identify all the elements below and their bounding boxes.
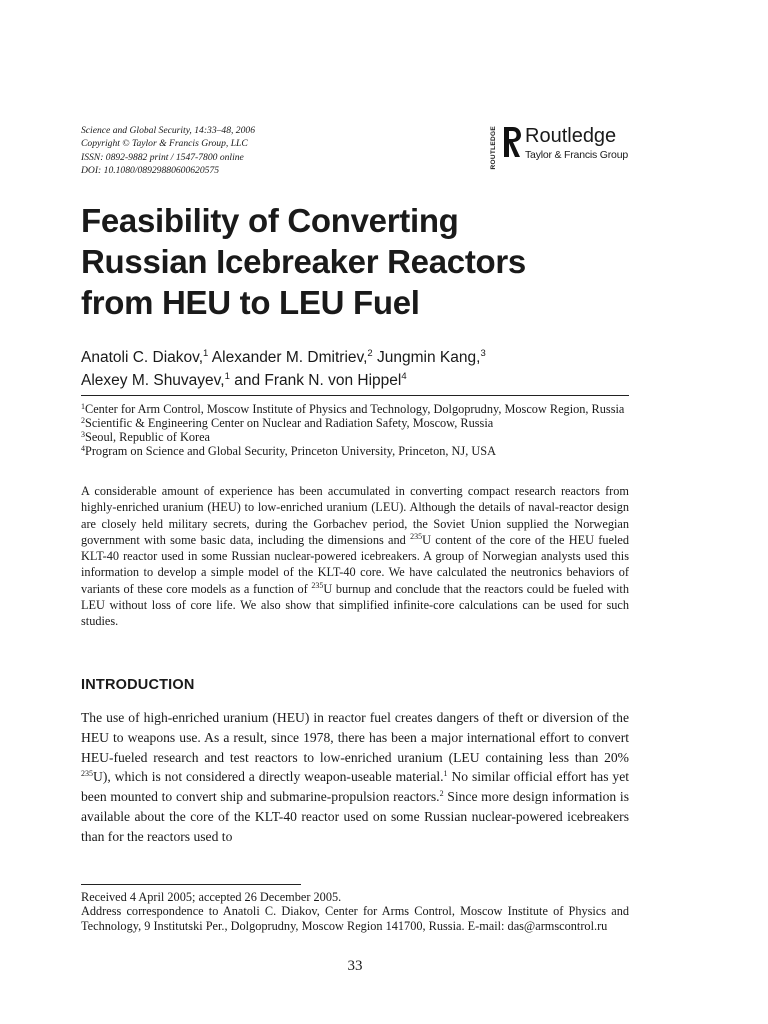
routledge-r-icon [501, 124, 523, 162]
author-name: Anatoli C. Diakov, [81, 349, 204, 366]
body-text: No similar official effort has yet been mounted to convert ship and submarine-propulsion reactors. [81, 769, 629, 805]
received-dates: Received 4 April 2005; accepted 26 December 2005. [81, 890, 342, 904]
correspondence-address: Address correspondence to Anatoli C. Diakov, Center for Arms Control, Moscow Institute of Physics and Technology, 9 Institutski Per., Dolgoprudny, Moscow Region 141700, Russia. E-mail: das@armscontrol.ru [81, 904, 629, 933]
affiliation-item [81, 402, 629, 416]
author-name: and Frank N. von Hippel [234, 372, 402, 389]
abstract-text: U burnup and conclude that the reactors could be fueled with LEU without loss of core life. We also show that simplified infinite-core calculations can be used for such studies. [81, 581, 629, 629]
affiliation-text: Program on Science and Global Security, Princeton University, Princeton, NJ, USA [85, 444, 496, 459]
isotope-superscript: 235 [410, 531, 423, 541]
body-text: U), which is not considered a directly weapon-useable material. [93, 769, 444, 785]
section-heading-introduction: INTRODUCTION [81, 677, 195, 693]
abstract-text: A considerable amount of experience has been accumulated in converting compact research reactors from highly-enriched uranium (HEU) to low-enriched uranium (LEU). Although the details of naval-reactor design are closely held military secrets, during the Gorbachev period, the Soviet Union supplied the Norwegian government with some basic data, including the dimensions and [81, 484, 629, 547]
journal-metadata [81, 124, 381, 177]
reference-marker[interactable]: 1 [443, 769, 448, 779]
author-list [81, 346, 629, 392]
affiliation-mark: 2 [81, 416, 85, 426]
author-name: Jungmin Kang, [377, 349, 481, 366]
introduction-paragraph [81, 708, 629, 847]
body-text: The use of high-enriched uranium (HEU) in reactor fuel creates dangers of theft or diversion of the HEU to weapons use. As a result, since 1978, there has been a major international effort to convert HEU-fueled research and test reactors to low-enriched uranium (LEU containing less than 20% [81, 710, 629, 765]
author-name: Alexey M. Shuvayev, [81, 372, 225, 389]
title-line: Feasibility of Converting [81, 202, 459, 239]
journal-copyright: Copyright © Taylor & Francis Group, LLC [81, 138, 248, 150]
affiliation-mark: 4 [81, 444, 85, 454]
journal-citation: Science and Global Security, 14:33–48, 2006 [81, 125, 255, 136]
journal-doi: DOI: 10.1080/08929880600620575 [81, 164, 220, 176]
logo-vertical-text: ROUTLEDGE [490, 126, 497, 170]
isotope-superscript: 235 [81, 769, 93, 779]
paper-page [81, 0, 629, 1024]
publisher-logo [490, 124, 640, 170]
affiliation-text: Seoul, Republic of Korea [85, 430, 210, 445]
affiliations [81, 402, 629, 458]
article-title [81, 200, 641, 323]
author-affil-mark: 3 [480, 348, 486, 359]
title-line: from HEU to LEU Fuel [81, 284, 420, 321]
page-number: 33 [347, 958, 363, 974]
abstract-text: U content of the core of the HEU fueled KLT-40 reactor used in some Russian nuclear-powered icebreakers. A group of Norwegian analysts used this information to develop a simple model of the KLT-40 core. We have calculated the neutronics behaviors of variants of these core models as a function of [81, 532, 629, 596]
footnote-divider [81, 884, 301, 885]
author-affil-mark: 1 [203, 348, 209, 359]
title-line: Russian Icebreaker Reactors [81, 243, 526, 280]
affiliation-mark: 1 [81, 402, 85, 411]
publisher-name: Routledge [525, 125, 617, 147]
abstract [81, 483, 629, 630]
author-line [81, 346, 629, 369]
reference-marker[interactable]: 2 [439, 789, 444, 799]
affiliation-item [81, 416, 629, 430]
author-affil-mark: 2 [367, 348, 373, 359]
affiliation-text: Scientific & Engineering Center on Nuclear and Radiation Safety, Moscow, Russia [85, 416, 494, 431]
author-line [81, 369, 629, 392]
isotope-superscript: 235 [311, 580, 324, 590]
affiliation-item [81, 430, 629, 444]
author-divider [81, 395, 629, 396]
publisher-subname: Taylor & Francis Group [525, 149, 628, 161]
body-text: Since more design information is available about the core of the KLT-40 reactor used on some Russian nuclear-powered icebreakers than for the reactors used to [81, 789, 629, 844]
author-affil-mark: 1 [224, 371, 230, 382]
affiliation-item [81, 444, 629, 458]
affiliation-mark: 3 [81, 430, 85, 440]
footnotes [81, 890, 629, 933]
journal-issn: ISSN: 0892-9882 print / 1547-7800 online [81, 151, 244, 163]
author-affil-mark: 4 [401, 371, 407, 382]
affiliation-text: Center for Arm Control, Moscow Institute of Physics and Technology, Dolgoprudny, Moscow Region, Russia [85, 402, 625, 416]
author-name: Alexander M. Dmitriev, [211, 349, 368, 366]
